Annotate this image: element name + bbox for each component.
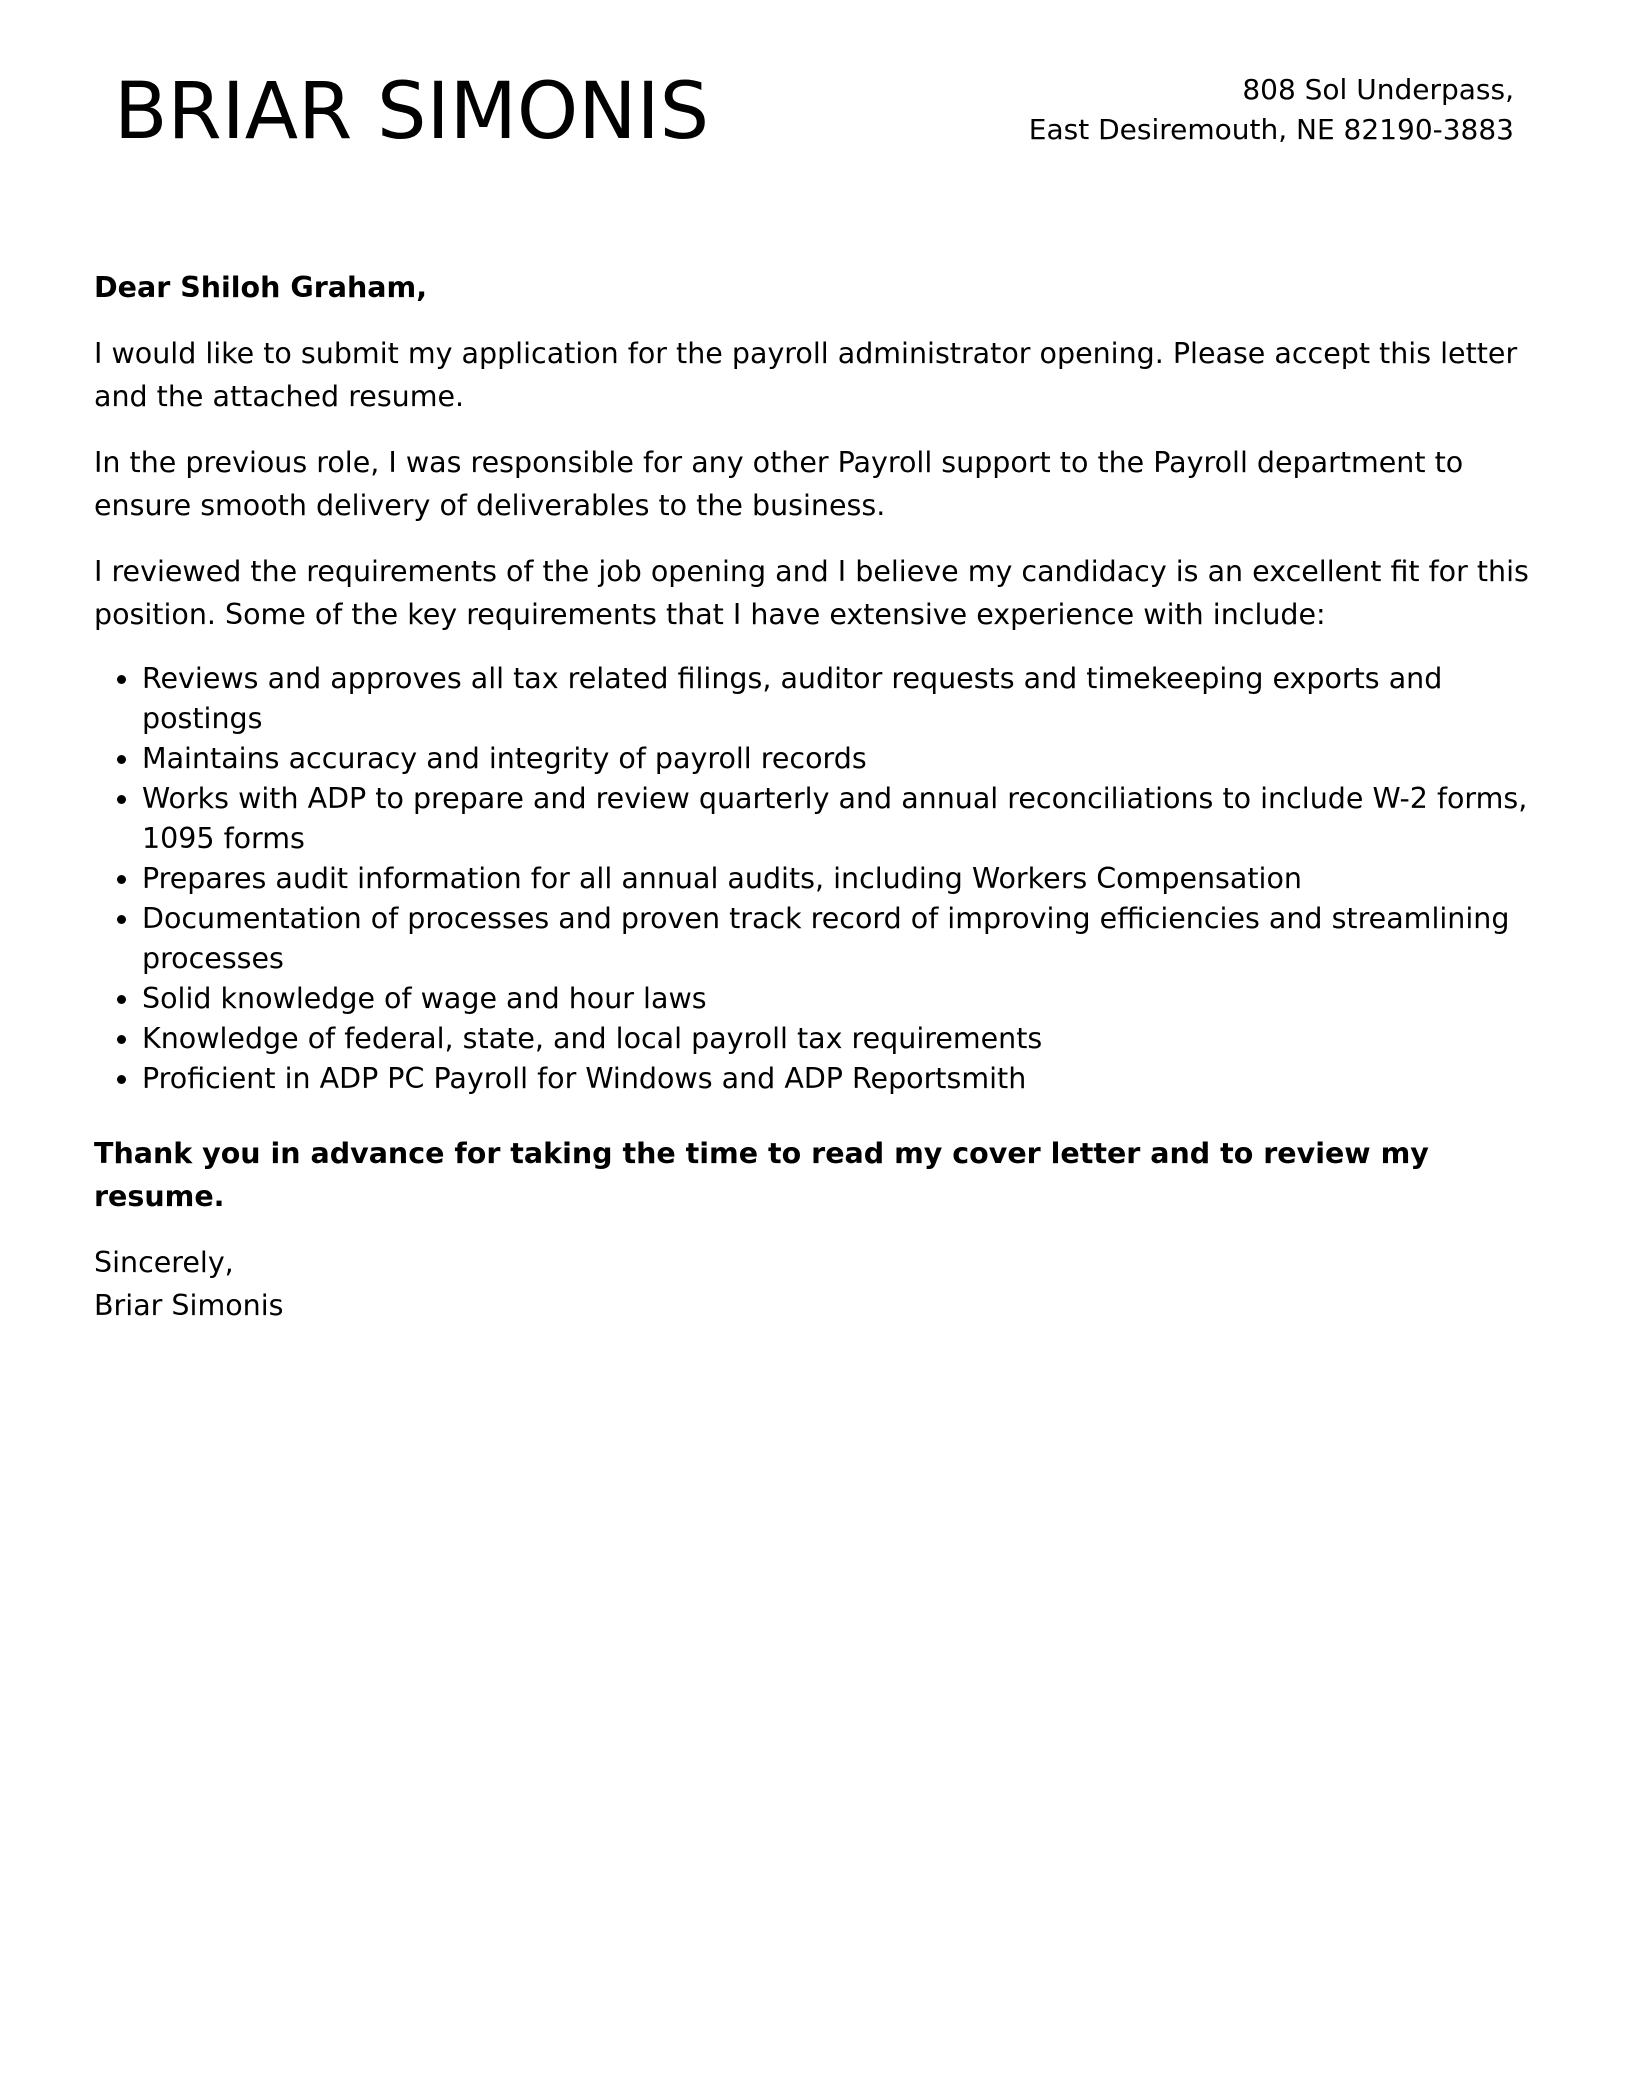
salutation: Dear Shiloh Graham, <box>94 271 428 304</box>
list-item: Documentation of processes and proven track record of improving efficiencies and streamlining processes <box>142 899 1539 979</box>
list-item: Solid knowledge of wage and hour laws <box>142 979 1539 1019</box>
paragraph-intro: I would like to submit my application for the payroll administrator opening. Please accept this letter and the attached resume. <box>94 337 1518 413</box>
paragraph-requirements-intro: I reviewed the requirements of the job opening and I believe my candidacy is an excellent fit for this position. Some of the key requirements that I have extensive experience with include: <box>94 555 1529 631</box>
list-item: Reviews and approves all tax related filings, auditor requests and timekeeping exports and postings <box>142 659 1539 739</box>
list-item: Proficient in ADP PC Payroll for Windows and ADP Reportsmith <box>142 1059 1539 1099</box>
applicant-address <box>1029 70 1514 150</box>
signature-name: Briar Simonis <box>94 1289 284 1322</box>
signoff: Sincerely, <box>94 1246 234 1279</box>
paragraph-previous-role: In the previous role, I was responsible for any other Payroll support to the Payroll department to ensure smooth delivery of deliverables to the business. <box>94 446 1464 522</box>
signoff-block <box>94 1241 1539 1327</box>
list-item: Knowledge of federal, state, and local payroll tax requirements <box>142 1019 1539 1059</box>
list-item: Maintains accuracy and integrity of payroll records <box>142 739 1539 779</box>
applicant-name: BRIAR SIMONIS <box>114 67 710 157</box>
requirements-list <box>94 659 1539 1099</box>
list-item: Prepares audit information for all annual audits, including Workers Compensation <box>142 859 1539 899</box>
letter-body <box>94 266 1539 1327</box>
list-item: Works with ADP to prepare and review quarterly and annual reconciliations to include W-2 forms, 1095 forms <box>142 779 1539 859</box>
closing-statement: Thank you in advance for taking the time to read my cover letter and to review my resume. <box>94 1137 1429 1213</box>
address-line-1: 808 Sol Underpass, <box>1242 73 1514 106</box>
address-line-2: East Desiremouth, NE 82190-3883 <box>1028 113 1514 146</box>
